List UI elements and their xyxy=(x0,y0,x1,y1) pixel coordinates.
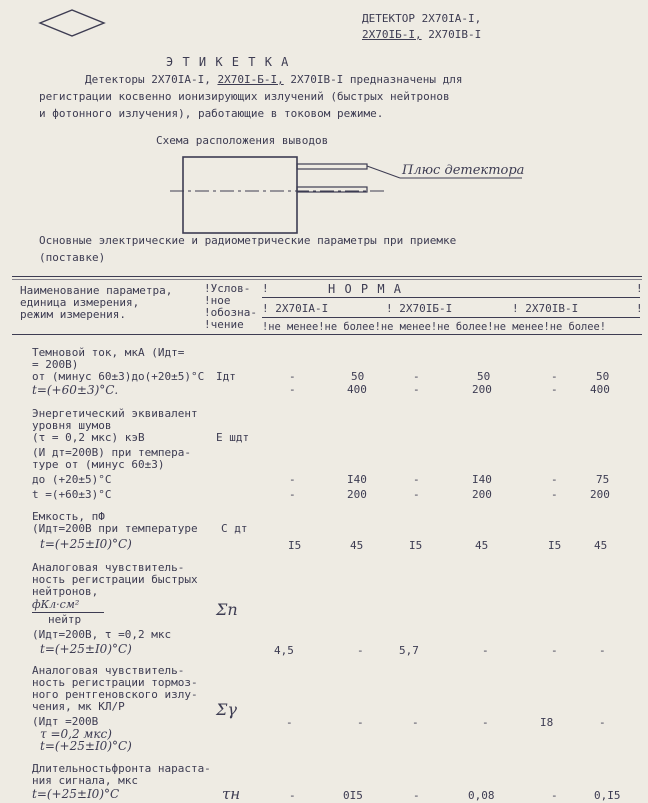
value-cell: - xyxy=(551,789,558,802)
value-cell: - xyxy=(551,383,558,396)
value-cell: - xyxy=(482,716,489,729)
value-cell: I40 xyxy=(472,473,492,486)
params-heading-line2: (поставке) xyxy=(39,251,106,264)
type-a: 2Х70IА-I xyxy=(275,302,329,315)
value-cell: I5 xyxy=(409,539,423,552)
row4-cond: (Идт=200В, τ =0,2 мкс xyxy=(32,628,172,641)
header-line1: ДЕТЕКТОР 2Х70IА-I, xyxy=(362,12,482,25)
intro-line2: регистрации косвенно ионизирующих излучений (быстрых нейтронов xyxy=(39,90,450,103)
row1-line2: = 200В) xyxy=(32,358,79,371)
intro-part1: Детекторы 2Х70IА-I, xyxy=(85,73,211,86)
value-cell: - xyxy=(413,370,420,383)
value-cell: - xyxy=(551,488,558,501)
norma-title: Н О Р М А xyxy=(328,282,403,296)
value-cell: - xyxy=(289,383,296,396)
row5-line3: ного рентгеновского излу- xyxy=(32,688,198,701)
norma-label: ! xyxy=(262,282,269,295)
value-cell: - xyxy=(289,789,296,802)
scheme-title: Схема расположения выводов xyxy=(156,134,329,147)
row6-sub1: t=(+25±I0)°С xyxy=(32,787,120,801)
row6-line1: Длительностьфронта нараста- xyxy=(32,762,211,775)
row4-line2: ность регистрации быстрых xyxy=(32,573,198,586)
type-col-b: ! 2Х70IБ-I xyxy=(386,302,453,315)
row6-symbol: τн xyxy=(222,785,241,803)
row5-symbol: Σγ xyxy=(216,700,237,719)
row5-line4: чения, мк КЛ/Р xyxy=(32,700,125,713)
row5-cond3: t=(+25±I0)°С) xyxy=(40,739,132,753)
row3-symbol: С дт xyxy=(221,522,248,535)
row4-unit-top: фКл·см² xyxy=(32,598,80,611)
table-header-bottom-rule xyxy=(12,334,642,335)
row5-line2: ность регистрации тормоз- xyxy=(32,676,198,689)
value-cell: 200 xyxy=(472,488,492,501)
value-cell: 0,I5 xyxy=(594,789,621,802)
intro-line1 xyxy=(85,73,463,86)
value-cell: 50 xyxy=(477,370,491,383)
value-cell: I5 xyxy=(548,539,562,552)
value-cell: 5,7 xyxy=(399,644,419,657)
value-cell: - xyxy=(413,488,420,501)
value-cell: - xyxy=(289,488,296,501)
page-title: Э Т И К Е Т К А xyxy=(166,55,290,69)
intro-part2: 2Х70I-Б-I, xyxy=(217,73,284,86)
type-col-end: ! xyxy=(636,302,643,315)
header-col2-line4: !чение xyxy=(204,318,244,331)
row5-cond2: τ =0,2 мкс) xyxy=(40,727,112,741)
row1-sub1: от (минус 60±3)до(+20±5)°С xyxy=(32,370,205,383)
row1-line1: Темновой ток, мкА (Идт= xyxy=(32,346,185,359)
row1-sub2: t=(+60±3)°С. xyxy=(32,383,119,397)
row4-sub1: t=(+25±I0)°С) xyxy=(40,642,132,656)
row5-line1: Аналоговая чувствитель- xyxy=(32,664,185,677)
row4-line1: Аналоговая чувствитель- xyxy=(32,561,185,574)
row3-line2: (Идт=200В при температуре xyxy=(32,522,198,535)
value-cell: - xyxy=(413,383,420,396)
value-cell: - xyxy=(413,789,420,802)
value-cell: 45 xyxy=(475,539,489,552)
value-cell: - xyxy=(289,370,296,383)
value-cell: - xyxy=(551,644,558,657)
row2-line5: туре от (минус 60±3) xyxy=(32,458,165,471)
header-col2-line1: !Услов- xyxy=(204,282,251,295)
types-underline xyxy=(262,317,640,318)
row2-line3: (τ = 0,2 мкс) кэВ xyxy=(32,431,145,444)
diamond-logo xyxy=(32,6,112,40)
row4-line3: нейтронов, xyxy=(32,585,99,598)
norma-underline xyxy=(262,297,640,298)
value-cell: 45 xyxy=(350,539,364,552)
value-cell: 50 xyxy=(596,370,610,383)
header-col1-line2: единица измерения, xyxy=(20,296,140,309)
intro-line3: и фотонного излучения), работающие в токовом режиме. xyxy=(39,107,384,120)
value-cell: - xyxy=(599,644,606,657)
row1-symbol: Iдт xyxy=(216,370,236,383)
row5-cond1: (Идт =200В xyxy=(32,715,99,728)
value-cell: - xyxy=(551,473,558,486)
table-top-rule xyxy=(12,276,642,277)
row2-line2: уровня шумов xyxy=(32,419,112,432)
value-cell: - xyxy=(286,716,293,729)
minmax-header: !не менее!не более!не менее!не более!не менее!не более! xyxy=(262,321,607,333)
value-cell: - xyxy=(599,716,606,729)
value-cell: 0,08 xyxy=(468,789,495,802)
value-cell: 4,5 xyxy=(274,644,294,657)
value-cell: I5 xyxy=(288,539,302,552)
type-col-a: ! 2Х70IА-I xyxy=(262,302,329,315)
row6-line2: ния сигнала, мкс xyxy=(32,774,138,787)
value-cell: 400 xyxy=(590,383,610,396)
header-line2 xyxy=(362,28,481,41)
value-cell: 45 xyxy=(594,539,608,552)
norma-end: ! xyxy=(636,282,643,295)
value-cell: - xyxy=(482,644,489,657)
value-cell: 50 xyxy=(351,370,365,383)
row3-line1: Емкость, пФ xyxy=(32,510,105,523)
row4-unit-bottom: нейтр xyxy=(48,613,82,626)
row2-sub2: t =(+60±3)°С xyxy=(32,488,112,501)
value-cell: I40 xyxy=(347,473,367,486)
header-col1-line3: режим измерения. xyxy=(20,308,126,321)
header-col1-line1: Наименование параметра, xyxy=(20,284,173,297)
header-line2-underlined: 2Х70IБ-I, xyxy=(362,28,422,41)
value-cell: 0I5 xyxy=(343,789,363,802)
value-cell: 200 xyxy=(590,488,610,501)
params-heading-line1: Основные электрические и радиометрические параметры при приемке xyxy=(39,234,457,247)
table-top-rule-2 xyxy=(12,279,642,280)
type-col-c: ! 2Х70IВ-I xyxy=(512,302,579,315)
header-col2-line3: !обозна- xyxy=(204,306,257,319)
header-col2-line2: !ное xyxy=(204,294,231,307)
row2-symbol: Е шдт xyxy=(216,431,250,444)
value-cell: - xyxy=(289,473,296,486)
value-cell: I8 xyxy=(540,716,554,729)
row3-sub1: t=(+25±I0)°С) xyxy=(40,537,132,551)
row2-line4: (И дт=200В) при темпера- xyxy=(32,446,191,459)
value-cell: 400 xyxy=(347,383,367,396)
intro-part3: 2Х70IВ-I предназначены для xyxy=(290,73,463,86)
value-cell: - xyxy=(412,716,419,729)
value-cell: - xyxy=(357,644,364,657)
row2-line1: Энергетический эквивалент xyxy=(32,407,198,420)
row4-symbol: Σп xyxy=(216,600,238,619)
value-cell: 200 xyxy=(347,488,367,501)
value-cell: - xyxy=(551,370,558,383)
scheme-label: Плюс детектора xyxy=(402,163,525,178)
value-cell: 75 xyxy=(596,473,610,486)
value-cell: 200 xyxy=(472,383,492,396)
value-cell: - xyxy=(413,473,420,486)
row2-sub1: до (+20±5)°С xyxy=(32,473,112,486)
header-line2-rest: 2Х70IВ-I xyxy=(428,28,482,41)
value-cell: - xyxy=(357,716,364,729)
